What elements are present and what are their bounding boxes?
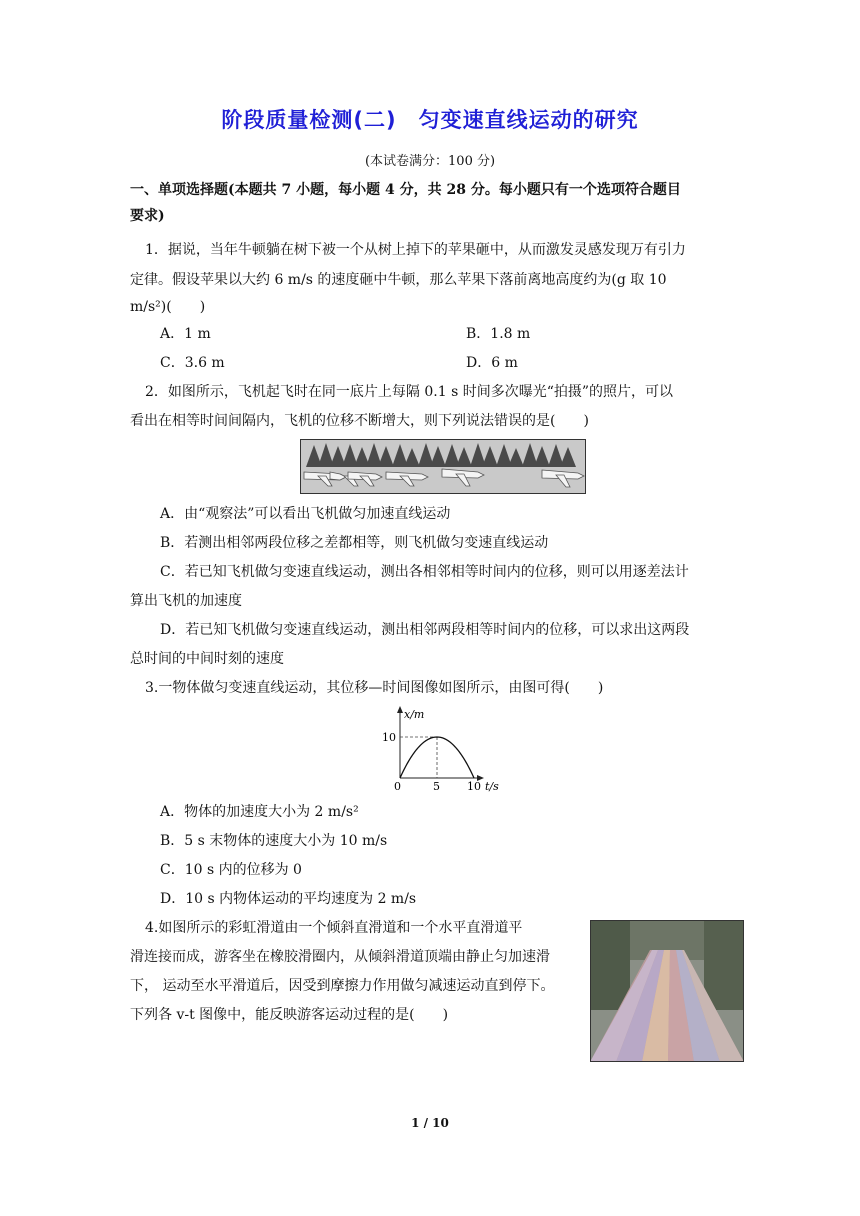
q2-option-c-cont: 算出飞机的加速度: [130, 593, 242, 609]
q2-line-1: 2．如图所示，飞机起飞时在同一底片上每隔 0.1 s 时间多次曝光“拍摄”的照片，可以: [145, 384, 674, 400]
x-tick-10: 10: [467, 780, 481, 793]
y-axis-arrow: [397, 706, 403, 713]
x-tick-0: 0: [394, 780, 401, 793]
page-title: 阶段质量检测(二) 匀变速直线运动的研究: [221, 108, 639, 132]
position-time-graph: [378, 702, 508, 796]
q3-stem: 3.一物体做匀变速直线运动，其位移—时间图像如图所示，由图可得( ): [145, 680, 604, 696]
score-note: (本试卷满分：100 分): [364, 154, 496, 169]
q1-option-b: B．1.8 m: [466, 326, 531, 342]
rainbow-slide-photo: [590, 920, 744, 1062]
q4-line-3: 下， 运动至水平滑道后，因受到摩擦力作用做匀减速运动直到停下。: [130, 978, 555, 994]
section-heading: 一、单项选择题(本题共 7 小题，每小题 4 分，共 28 分。每小题只有一个选项符合题目: [130, 182, 681, 198]
y-tick-label: 10: [382, 731, 396, 744]
y-axis-label: x/m: [404, 708, 425, 721]
q1-line-1: 1．据说，当年牛顿躺在树下被一个从树上掉下的苹果砸中，从而激发灵感发现万有引力: [145, 242, 686, 258]
q1-option-c: C．3.6 m: [160, 355, 225, 371]
q4-line-1: 4.如图所示的彩虹滑道由一个倾斜直滑道和一个水平直滑道平: [145, 920, 523, 936]
q4-line-4: 下列各 v-t 图像中，能反映游客运动过程的是( ): [130, 1007, 449, 1023]
q3-option-a: A．物体的加速度大小为 2 m/s²: [160, 804, 359, 820]
q3-option-b: B．5 s 末物体的速度大小为 10 m/s: [160, 833, 388, 849]
q1-option-d: D．6 m: [466, 355, 518, 371]
q2-option-c: C．若已知飞机做匀变速直线运动，测出各相邻相等时间内的位移，则可以用逐差法计: [160, 564, 689, 580]
x-axis-label: t/s: [485, 780, 499, 793]
airplane-photo: [300, 439, 586, 494]
q1-line-3: m/s²)( ): [130, 299, 206, 315]
q3-option-d: D．10 s 内物体运动的平均速度为 2 m/s: [160, 891, 417, 907]
q3-option-c: C．10 s 内的位移为 0: [160, 862, 302, 878]
q2-option-d-cont: 总时间的中间时刻的速度: [130, 651, 284, 667]
q4-line-2: 滑连接而成，游客坐在橡胶滑圈内，从倾斜滑道顶端由静止匀加速滑: [130, 949, 550, 965]
x-tick-5: 5: [433, 780, 440, 793]
q2-option-d: D．若已知飞机做匀变速直线运动，测出相邻两段相等时间内的位移，可以求出这两段: [160, 622, 690, 638]
q2-option-a: A．由“观察法”可以看出飞机做匀加速直线运动: [160, 506, 451, 522]
q2-line-2: 看出在相等时间间隔内，飞机的位移不断增大，则下列说法错误的是( ): [130, 413, 589, 429]
q1-line-2: 定律。假设苹果以大约 6 m/s 的速度砸中牛顿，那么苹果下落前离地高度约为(g 取 10: [130, 272, 667, 288]
section-heading-cont: 要求): [130, 208, 165, 224]
q1-option-a: A．1 m: [160, 326, 211, 342]
page-number: 1 / 10: [411, 1116, 449, 1130]
q2-option-b: B．若测出相邻两段位移之差都相等，则飞机做匀变速直线运动: [160, 535, 549, 551]
